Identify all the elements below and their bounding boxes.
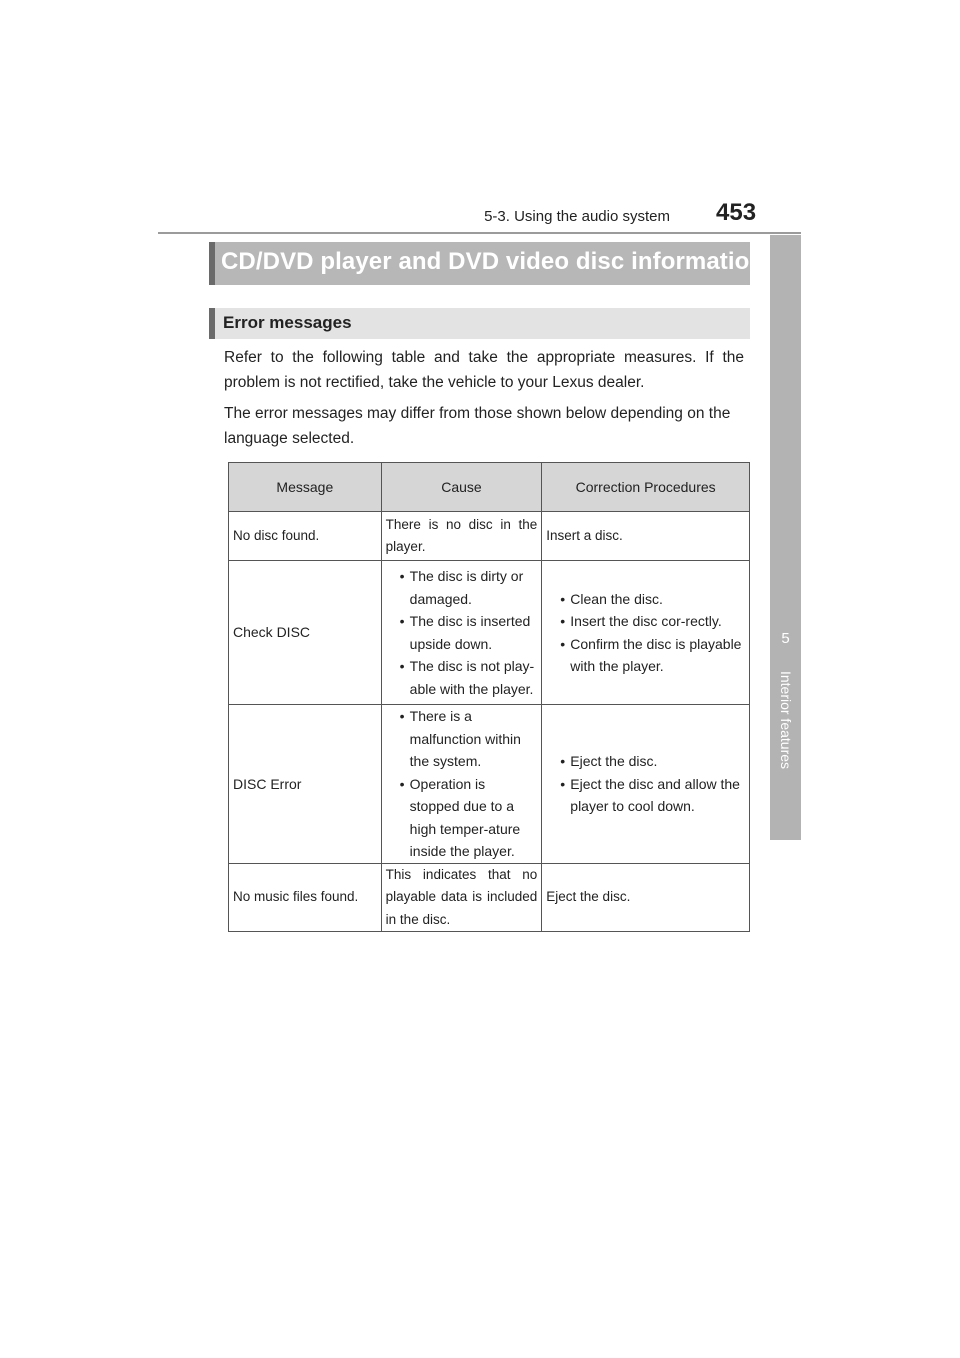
- header-message: Message: [229, 463, 382, 512]
- side-tab-divider: [770, 840, 801, 842]
- section-banner: [209, 242, 765, 285]
- error-messages-table: [228, 462, 750, 932]
- list-item: • Eject the disc.: [560, 750, 745, 773]
- cause-list: [386, 705, 538, 863]
- chapter-label: Interior features: [778, 670, 794, 770]
- page-number: 453: [716, 199, 757, 226]
- subheading-title: Error messages: [223, 313, 352, 332]
- table-header-row: [229, 463, 750, 512]
- list-item: • The disc is dirty or damaged.: [400, 565, 538, 610]
- cause-cell: There is no disc in the player.: [381, 512, 542, 561]
- list-item: • The disc is inserted upside down.: [400, 610, 538, 655]
- message-cell: No disc found.: [229, 512, 382, 561]
- section-title: 5-3. Using the audio system: [484, 208, 670, 225]
- chapter-number: 5: [781, 630, 790, 647]
- cause-list: [386, 565, 538, 700]
- header-correction: Correction Procedures: [542, 463, 750, 512]
- list-item: • Clean the disc.: [560, 588, 745, 611]
- list-item: • Operation is stopped due to a high temper-ature inside the player.: [400, 773, 538, 863]
- cause-cell: This indicates that no playable data is included in the disc.: [381, 863, 542, 932]
- language-note-paragraph: The error messages may differ from those shown below depending on the language selected.: [224, 405, 731, 447]
- table-row: [229, 705, 750, 864]
- message-cell: No music files found.: [229, 863, 382, 932]
- correction-cell: [542, 705, 750, 864]
- header-divider: [158, 232, 801, 234]
- cause-cell: [381, 705, 542, 864]
- list-item: • Confirm the disc is playable with the player.: [560, 633, 745, 678]
- message-cell: Check DISC: [229, 561, 382, 705]
- table-row: [229, 561, 750, 705]
- table-row: [229, 863, 750, 932]
- cause-cell: [381, 561, 542, 705]
- correction-list: [546, 750, 745, 818]
- list-item: • Eject the disc and allow the player to cool down.: [560, 773, 745, 818]
- list-item: • There is a malfunction within the system.: [400, 705, 538, 773]
- message-cell: DISC Error: [229, 705, 382, 864]
- correction-cell: [542, 561, 750, 705]
- subheading-bar: [209, 308, 750, 339]
- header-cause: Cause: [381, 463, 542, 512]
- correction-cell: Insert a disc.: [542, 512, 750, 561]
- correction-cell: Eject the disc.: [542, 863, 750, 932]
- list-item: • The disc is not play-able with the player.: [400, 655, 538, 700]
- correction-list: [546, 588, 745, 678]
- list-item: • Insert the disc cor-rectly.: [560, 610, 745, 633]
- banner-title: CD/DVD player and DVD video disc information: [221, 248, 765, 275]
- table-row: [229, 512, 750, 561]
- intro-paragraph: Refer to the following table and take the appropriate measures. If the problem is not rectified, take the vehicle to your Lexus dealer.: [224, 349, 744, 391]
